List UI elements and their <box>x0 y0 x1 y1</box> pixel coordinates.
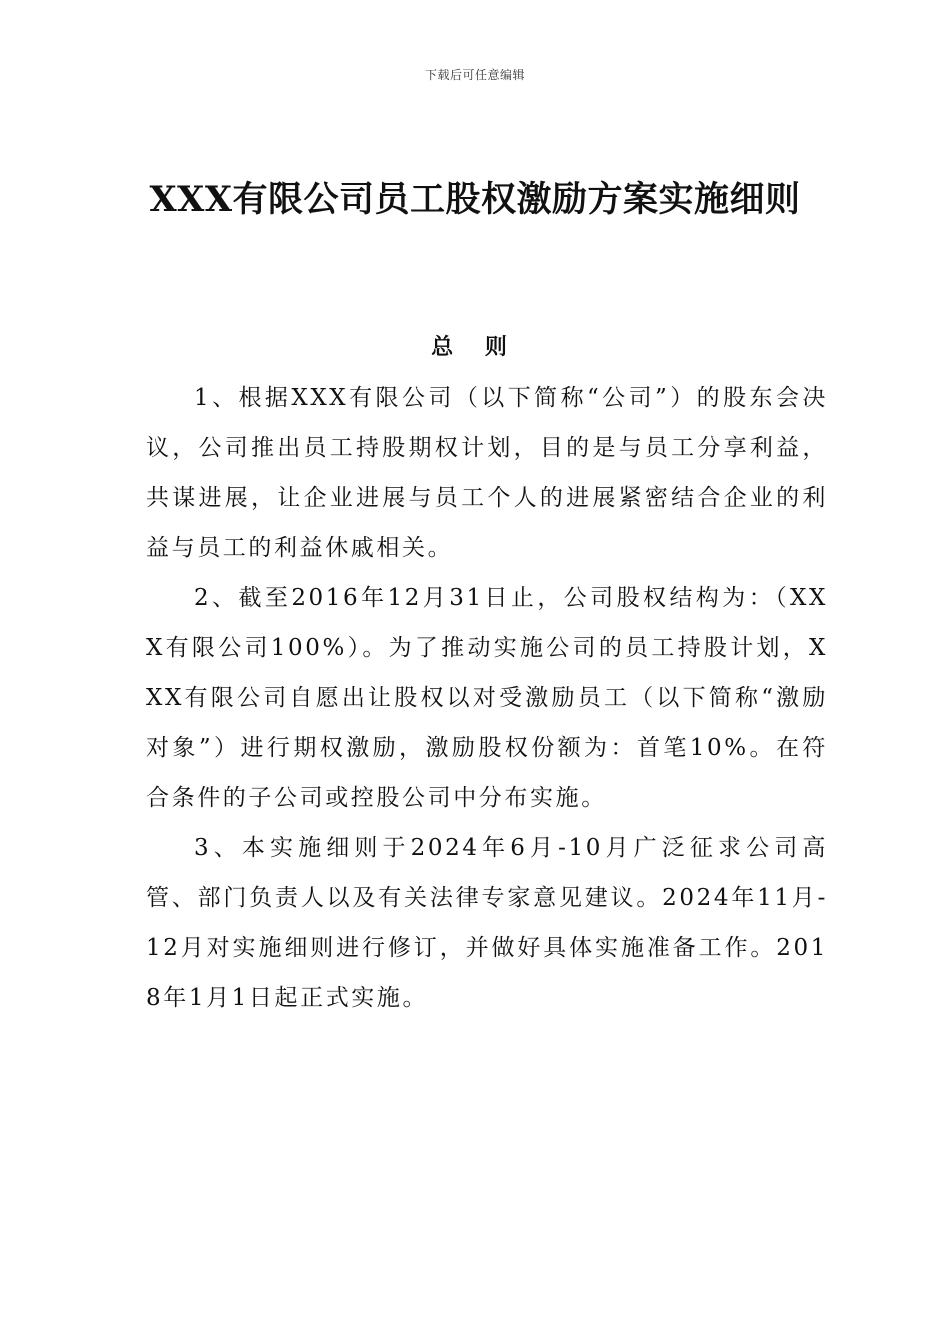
paragraph-3: 3、本实施细则于2024年6月-10月广泛征求公司高管、部门负责人以及有关法律专家意见建议。2024年11月-12月对实施细则进行修订，并做好具体实施准备工作。2018年1月1日起正式实施。 <box>146 835 828 1011</box>
document-title: XXX有限公司员工股权激励方案实施细则 <box>149 179 801 220</box>
section-heading: 总 则 <box>431 335 519 360</box>
header-note: 下载后可任意编辑 <box>424 68 525 82</box>
paragraph-2: 2、截至2016年12月31日止，公司股权结构为：（XXX有限公司100%）。为了推动实施公司的员工持股计划，XXX有限公司自愿出让股权以对受激励员工（以下简称“激励对象”）进行期权激励，激励股权份额为：首笔10%。在符合条件的子公司或控股公司中分布实施。 <box>146 585 828 811</box>
document-body <box>146 373 828 1023</box>
paragraph-1: 1、根据XXX有限公司（以下简称“公司”）的股东会决议，公司推出员工持股期权计划，目的是与员工分享利益，共谋进展，让企业进展与员工个人的进展紧密结合企业的利益与员工的利益休戚相关。 <box>146 385 828 561</box>
